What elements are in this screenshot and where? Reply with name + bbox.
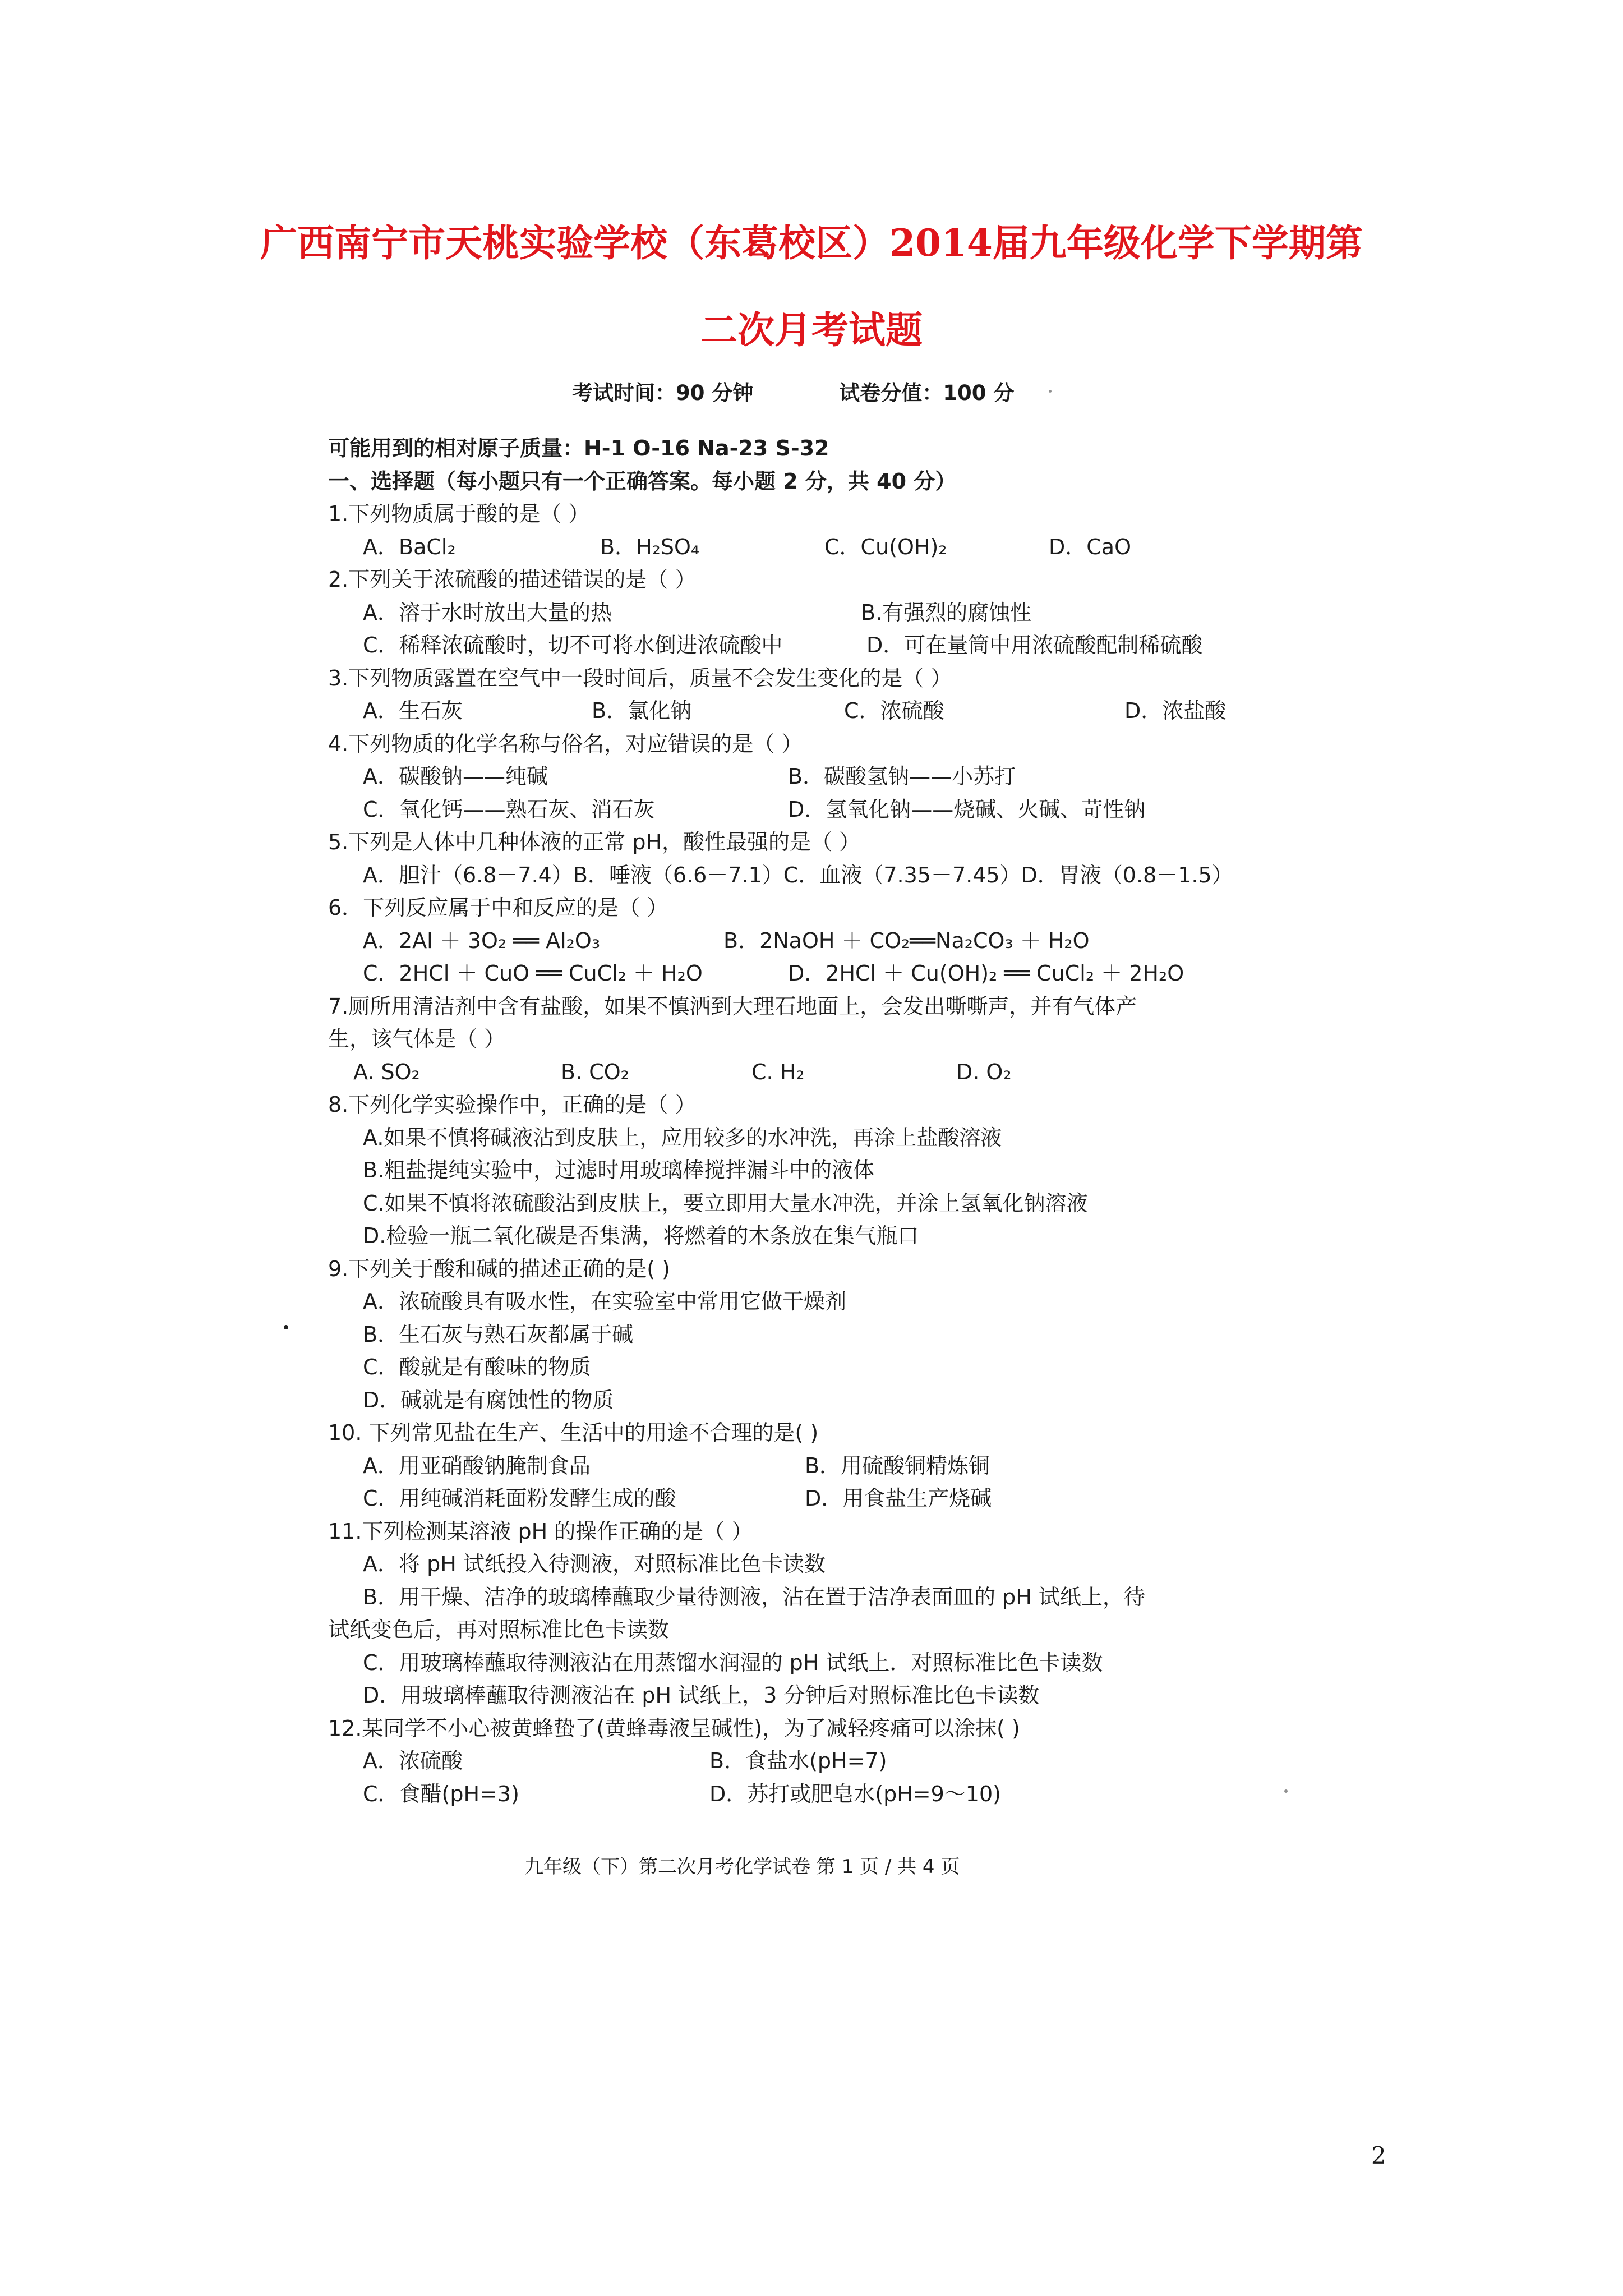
option-c: C．Cu(OH)₂ (824, 534, 947, 559)
option-d: D. O₂ (956, 1059, 1012, 1084)
option-d: D．2HCl ＋ Cu(OH)₂ ══ CuCl₂ ＋ 2H₂O (788, 961, 1184, 986)
option-b: B．用干燥、洁净的玻璃棒蘸取少量待测液，沾在置于洁净表面皿的 pH 试纸上，待 (363, 1584, 1145, 1609)
exam-footer: 九年级（下）第二次月考化学试卷 第 1 页 / 共 4 页 (524, 1856, 960, 1878)
option-d: D.检验一瓶二氧化碳是否集满，将燃着的木条放在集气瓶口 (363, 1223, 919, 1248)
option-d: D．可在量筒中用浓硫酸配制稀硫酸 (866, 633, 1203, 657)
option-c: C．浓硫酸 (844, 698, 944, 723)
question-options (328, 1778, 1270, 1811)
option-d: D．苏打或肥皂水(pH=9～10) (709, 1781, 1001, 1806)
option-a: A．浓硫酸具有吸水性，在实验室中常用它做干燥剂 (363, 1289, 846, 1314)
option-b: B．用硫酸铜精炼铜 (805, 1453, 990, 1478)
exam-info (572, 376, 1092, 406)
document-title-line-2: 二次月考试题 (700, 308, 923, 352)
option-a: A．溶于水时放出大量的热 (363, 600, 612, 625)
option-c: C. H₂ (751, 1059, 805, 1084)
question-options (328, 1482, 1270, 1515)
question-options (328, 596, 1270, 629)
question-stem: 8.下列化学实验操作中，正确的是（ ） (328, 1092, 697, 1117)
option-c: C．食醋(pH=3) (363, 1781, 519, 1806)
option-d: D．碱就是有腐蚀性的物质 (363, 1387, 614, 1412)
option-c: C．酸就是有酸味的物质 (363, 1355, 591, 1379)
option-a: A．用亚硝酸钠腌制食品 (363, 1453, 591, 1478)
option-b: B．2NaOH ＋ CO₂══Na₂CO₃ ＋ H₂O (723, 928, 1090, 953)
question-stem: 4.下列物质的化学名称与俗名，对应错误的是（ ） (328, 731, 803, 756)
question-stem-continued: 生，该气体是（ ） (328, 1027, 506, 1051)
section-heading: 一、选择题（每小题只有一个正确答案。每小题 2 分，共 40 分） (328, 468, 957, 494)
question-options (328, 793, 1270, 826)
document-title-line-1: 广西南宁市天桃实验学校（东葛校区）2014届九年级化学下学期第 (260, 221, 1363, 265)
option-c: C．2HCl ＋ CuO ══ CuCl₂ ＋ H₂O (363, 961, 703, 986)
option-a: A.如果不慎将碱液沾到皮肤上，应用较多的水冲洗，再涂上盐酸溶液 (363, 1125, 1002, 1150)
exam-score: 试卷分值：100 分 (839, 381, 1015, 405)
option-a: A．将 pH 试纸投入待测液，对照标准比色卡读数 (363, 1552, 826, 1576)
question-stem: 10. 下列常见盐在生产、生活中的用途不合理的是( ) (328, 1420, 819, 1445)
option-d: D．用玻璃棒蘸取待测液沾在 pH 试纸上，3 分钟后对照标准比色卡读数 (363, 1683, 1040, 1708)
question-stem: 7.厕所用清洁剂中含有盐酸，如果不慎洒到大理石地面上，会发出嘶嘶声，并有气体产 (328, 993, 1137, 1019)
question-stem: 9.下列关于酸和碱的描述正确的是( ) (328, 1256, 670, 1281)
option-c: C．用纯碱消耗面粉发酵生成的酸 (363, 1486, 676, 1511)
option-b: B．H₂SO₄ (600, 534, 700, 559)
question-stem: 2.下列关于浓硫酸的描述错误的是（ ） (328, 567, 697, 592)
option-d: D．浓盐酸 (1124, 698, 1227, 723)
scanned-exam-page (328, 432, 1270, 1810)
atomic-mass-note: 可能用到的相对原子质量：H-1 O-16 Na-23 S-32 (328, 436, 829, 461)
option-b: B.有强烈的腐蚀性 (861, 600, 1032, 625)
option-d: D．氢氧化钠——烧碱、火碱、苛性钠 (788, 797, 1146, 822)
question-options (328, 694, 1270, 728)
exam-time: 考试时间：90 分钟 (572, 381, 754, 405)
option-b: B．氯化钠 (592, 698, 692, 723)
question-options (328, 924, 1270, 958)
question-options (328, 1450, 1270, 1483)
option-c: C．氧化钙——熟石灰、消石灰 (363, 797, 655, 822)
question-options (328, 957, 1270, 990)
option-a: A. SO₂ (353, 1059, 420, 1084)
option-a: A．浓硫酸 (363, 1749, 463, 1773)
scan-speck (1284, 1789, 1288, 1793)
question-options: A．胆汁（6.8－7.4）B．唾液（6.6－7.1）C．血液（7.35－7.45）D．胃液（0.8－1.5） (363, 862, 1233, 887)
option-a: A．生石灰 (363, 698, 463, 723)
question-options (328, 629, 1270, 662)
option-b: B. CO₂ (561, 1059, 629, 1084)
question-options (328, 1056, 1270, 1089)
option-b: B．食盐水(pH=7) (709, 1749, 887, 1773)
option-a: A．2Al ＋ 3O₂ ══ Al₂O₃ (363, 928, 601, 953)
question-options (328, 760, 1270, 793)
option-a: A．碳酸钠——纯碱 (363, 764, 548, 789)
question-stem: 3.下列物质露置在空气中一段时间后，质量不会发生变化的是（ ） (328, 665, 952, 691)
scan-speck (1049, 390, 1052, 393)
option-b: B．生石灰与熟石灰都属于碱 (363, 1322, 634, 1347)
question-stem: 6．下列反应属于中和反应的是（ ） (328, 895, 668, 920)
scan-speck (284, 1325, 288, 1329)
question-options (328, 531, 1270, 564)
option-b-continued: 试纸变色后，再对照标准比色卡读数 (328, 1617, 670, 1642)
option-d: D．CaO (1049, 534, 1131, 559)
question-stem: 5.下列是人体中几种体液的正常 pH，酸性最强的是（ ） (328, 830, 861, 854)
page-number: 2 (1371, 2142, 1386, 2169)
option-a: A．BaCl₂ (363, 534, 456, 559)
option-c: C.如果不慎将浓硫酸沾到皮肤上，要立即用大量水冲洗，并涂上氢氧化钠溶液 (363, 1190, 1088, 1216)
option-c: C．稀释浓硫酸时，切不可将水倒进浓硫酸中 (363, 633, 783, 657)
option-c: C．用玻璃棒蘸取待测液沾在用蒸馏水润湿的 pH 试纸上．对照标准比色卡读数 (363, 1650, 1103, 1675)
question-stem: 1.下列物质属于酸的是（ ） (328, 501, 590, 526)
option-b: B.粗盐提纯实验中，过滤时用玻璃棒搅拌漏斗中的液体 (363, 1158, 875, 1182)
option-d: D．用食盐生产烧碱 (805, 1486, 992, 1511)
question-stem: 12.某同学不小心被黄蜂蛰了(黄蜂毒液呈碱性)，为了减轻疼痛可以涂抹( ) (328, 1715, 1020, 1741)
question-stem: 11.下列检测某溶液 pH 的操作正确的是（ ） (328, 1519, 753, 1544)
question-options (328, 1745, 1270, 1778)
option-b: B．碳酸氢钠——小苏打 (788, 764, 1016, 789)
